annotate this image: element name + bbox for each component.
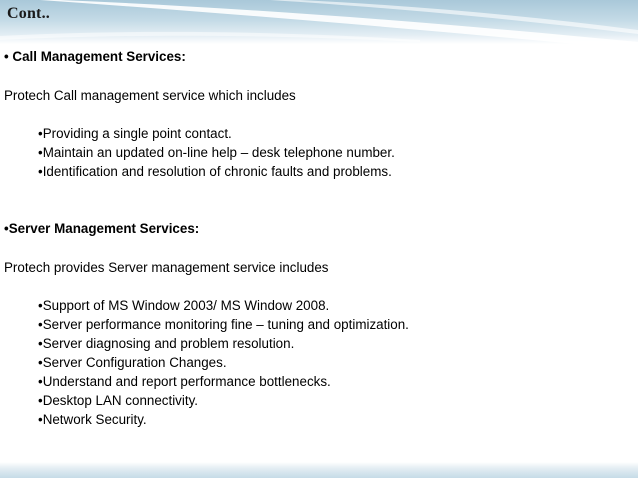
- section2-heading: •Server Management Services:: [4, 221, 200, 236]
- section2-item-2: •Server performance monitoring fine – tuning and optimization.: [38, 317, 409, 332]
- section2-item-7: •Network Security.: [38, 412, 147, 427]
- section2-item-4: •Server Configuration Changes.: [38, 355, 227, 370]
- section2-item-1: •Support of MS Window 2003/ MS Window 2008.: [38, 298, 330, 313]
- section1-item-1: •Providing a single point contact.: [38, 126, 232, 141]
- section1-intro: Protech Call management service which includes: [4, 88, 296, 103]
- section2-item-5: •Understand and report performance bottlenecks.: [38, 374, 331, 389]
- section2-item-3: •Server diagnosing and problem resolution.: [38, 336, 295, 351]
- section1-heading-bullet: •: [4, 49, 13, 64]
- slide-title: Cont..: [7, 5, 50, 22]
- section1-heading: [4, 48, 186, 65]
- section2-item-6: •Desktop LAN connectivity.: [38, 393, 198, 408]
- section1-item-3: •Identification and resolution of chronic faults and problems.: [38, 164, 392, 179]
- header-swoosh-decoration: [0, 0, 638, 50]
- section1-heading-text: Call Management Services:: [12, 49, 186, 64]
- section1-item-2: •Maintain an updated on-line help – desk telephone number.: [38, 145, 395, 160]
- section2-intro: Protech provides Server management service includes: [4, 260, 329, 275]
- footer-band: [0, 462, 638, 478]
